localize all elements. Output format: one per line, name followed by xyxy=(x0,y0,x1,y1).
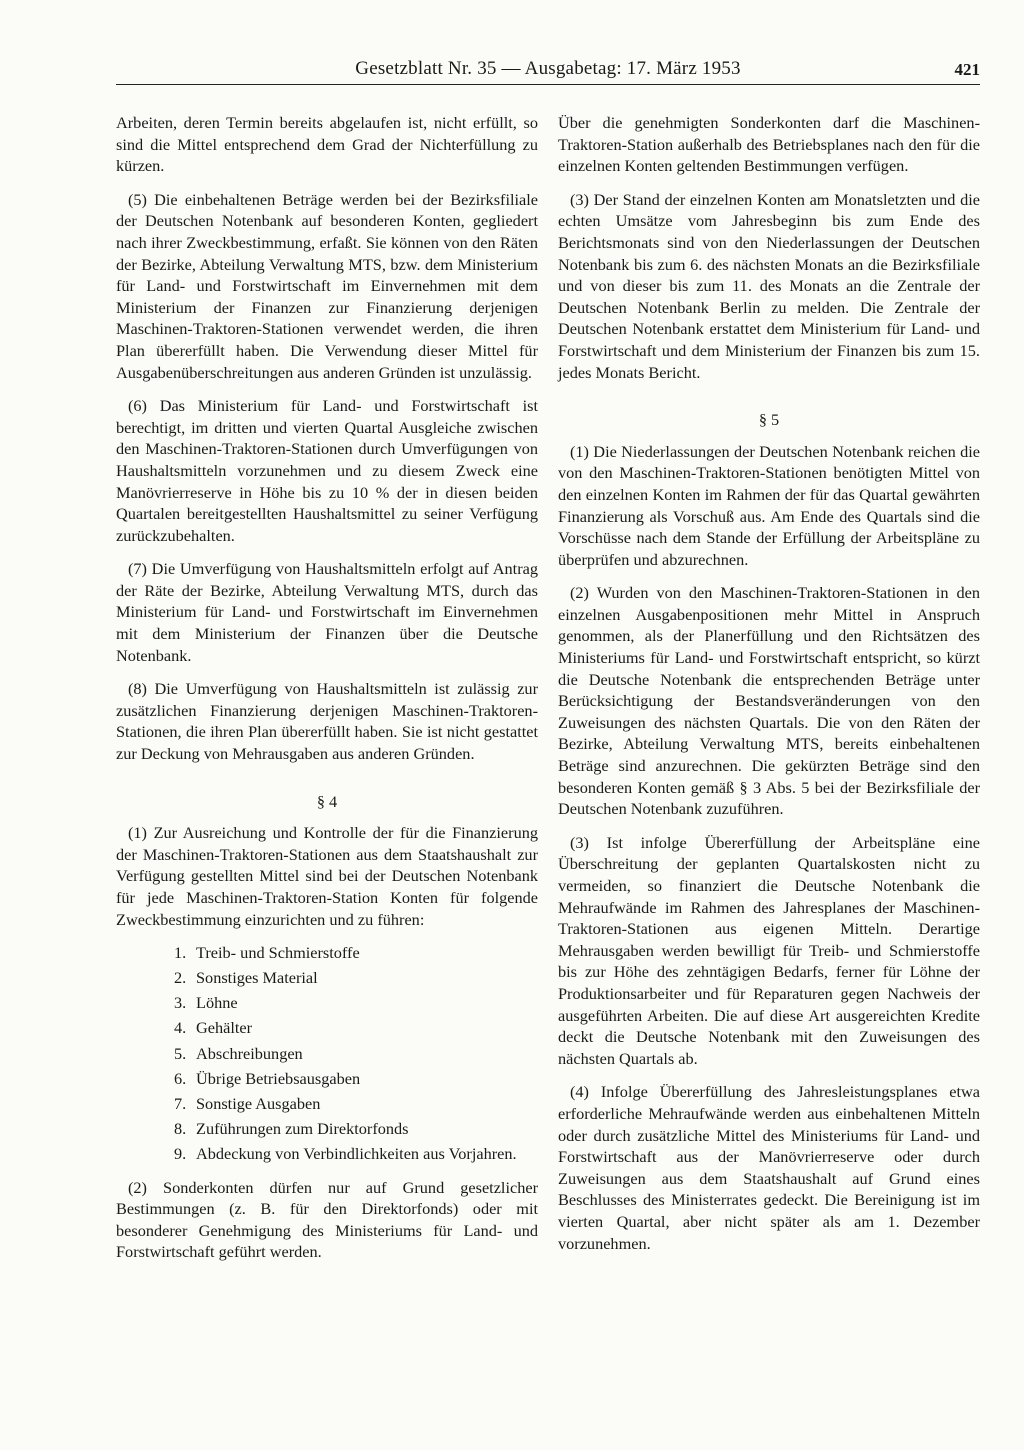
right-column xyxy=(558,112,980,1266)
list-item: 9. Abdeckung von Verbindlichkeiten aus Vorjahren. xyxy=(174,1143,517,1163)
paragraph-5-3: (3) Ist infolge Übererfüllung der Arbeitspläne eine Überschreitung der geplanten Quartalskosten nicht zu vermeiden, so finanziert die Deutsche Notenbank die Mehraufwände im Rahmen des Jahresplanes der Maschinen-Traktoren-Stationen aus eigenen Mitteln. Derartige Mehrausgaben werden bewilligt für Treib- und Schmierstoffe bis zur Höhe des zehntägigen Bedarfs, ferner für Löhne der Produktionsarbeiter und für Reparaturen gegen Nachweis der ausgeführten Arbeiten. Die auf diese Art ausgereichten Kredite deckt die Deutsche Notenbank mit den Zuweisungen des nächsten Quartals ab. xyxy=(558,832,980,1068)
paragraph-3-8: (8) Die Umverfügung von Haushaltsmitteln ist zulässig zur zusätzlichen Finanzierung derjenigen Maschinen-Traktoren-Stationen, die ihren Plan übererfüllt haben. Sie ist nicht gestattet zur Deckung von Mehrausgaben aus anderen Gründen. xyxy=(116,679,538,764)
paragraph-3-6: (6) Das Ministerium für Land- und Forstwirtschaft ist berechtigt, im dritten und vierten Quartal Ausgleiche zwischen den Maschinen-Traktoren-Stationen durch Umverfügungen von Haushaltsmitteln vorzunehmen und zu diesem Zweck eine Manövrierreserve in Höhe bis zu 10 % der in diesen beiden Quartalen bereitgestellten Haushaltsmittel zu seiner Verfügung zurückzubehalten. xyxy=(116,396,538,545)
paragraph-4-2: (2) Sonderkonten dürfen nur auf Grund gesetzlicher Bestimmungen (z. B. für den Direktorfonds) oder mit besonderer Genehmigung des Ministeriums für Land- und Forstwirtschaft geführt werden. xyxy=(116,1177,538,1262)
section-4-heading: § 4 xyxy=(316,791,338,811)
paragraph-5-1: (1) Die Niederlassungen der Deutschen Notenbank reichen die von den Maschinen-Traktoren-Stationen benötigten Mittel von den einzelnen Konten im Rahmen der für das Quartal gewährten Finanzierung als Vorschuß aus. Am Ende des Quartals sind die Vorschüsse nach dem Stande der Erfüllung der Arbeitspläne zu überprüfen und abzurechnen. xyxy=(558,441,980,569)
list-item: 6. Übrige Betriebsausgaben xyxy=(174,1068,361,1088)
paragraph-5-4: (4) Infolge Übererfüllung des Jahresleistungsplanes etwa erforderliche Mehraufwände werden aus einbehaltenen Mitteln oder durch zusätzliche Mittel des Ministeriums für Land- und Forstwirtschaft aus der Manövrierreserve oder durch Zuweisungen aus dem Staatshaushalt auf Grund eines Beschlusses des Ministerrates gedeckt. Die Bereinigung ist im vierten Quartal, aber nicht später als am 1. Dezember vorzunehmen. xyxy=(558,1082,980,1253)
list-item: 8. Zuführungen zum Direktorfonds xyxy=(174,1118,409,1138)
left-column xyxy=(116,112,538,1275)
list-item: 1. Treib- und Schmierstoffe xyxy=(174,943,360,963)
paragraph-continuation: Arbeiten, deren Termin bereits abgelaufen ist, nicht erfüllt, so sind die Mittel entsprechend dem Grad der Nichterfüllung zu kürzen. xyxy=(116,113,538,176)
paragraph-3-5: (5) Die einbehaltenen Beträge werden bei der Bezirksfiliale der Deutschen Notenbank auf besonderen Konten, gegliedert nach ihrer Zweckbestimmung, erfaßt. Sie können von den Räten der Bezirke, Abteilung Verwaltung MTS, bzw. dem Ministerium für Land- und Forstwirtschaft im Einvernehmen mit dem Ministerium der Finanzen zur Finanzierung derjenigen Maschinen-Traktoren-Stationen verwendet werden, die ihren Plan übererfüllt haben. Die Verwendung dieser Mittel für Ausgabenüberschreitungen aus anderen Gründen ist unzulässig. xyxy=(116,189,538,382)
account-purpose-list xyxy=(174,942,538,1164)
paragraph-continuation-right: Über die genehmigten Sonderkonten darf die Maschinen-Traktoren-Station außerhalb des Betriebsplanes nach den für die einzelnen Konten geltenden Bestimmungen verfügen. xyxy=(558,113,980,176)
paragraph-4-3: (3) Der Stand der einzelnen Konten am Monatsletzten und die echten Umsätze vom Jahresbeginn bis zum Ende des Berichtsmonats sind von den Niederlassungen der Deutschen Notenbank bis zum 6. des nächsten Monats an die Bezirksfiliale und von dieser bis zum 11. des Monats an die Zentrale der Deutschen Notenbank Berlin zu melden. Die Zentrale der Deutschen Notenbank erstattet dem Ministerium für Land- und Forstwirtschaft und dem Ministerium der Finanzen bis zum 15. jedes Monats Bericht. xyxy=(558,189,980,382)
paragraph-3-7: (7) Die Umverfügung von Haushaltsmitteln erfolgt auf Antrag der Räte der Bezirke, Abteilung Verwaltung MTS, durch das Ministerium für Land- und Forstwirtschaft im Einvernehmen mit dem Ministerium der Finanzen über die Deutsche Notenbank. xyxy=(116,559,538,665)
page-header xyxy=(116,58,980,85)
page-number: 421 xyxy=(954,60,980,79)
paragraph-5-2: (2) Wurden von den Maschinen-Traktoren-Stationen in den einzelnen Ausgabenpositionen mehr Mittel in Anspruch genommen, als der Planerfüllung und den Richtsätzen des Ministeriums für Land- und Forstwirtschaft entspricht, so kürzt die Deutsche Notenbank die entsprechenden Beträge unter Berücksichtigung der Bestandsveränderungen von den Zuweisungen des nächsten Quartals. Die von den Räten der Bezirke, Abteilung Verwaltung MTS, bereits einbehaltenen Beträge sind anzurechnen. Die gekürzten Beträge sind den besonderen Konten gemäß § 3 Abs. 5 bei der Bezirksfiliale der Deutschen Notenbank zuzuführen. xyxy=(558,583,980,819)
list-item: 5. Abschreibungen xyxy=(174,1043,303,1063)
list-item: 2. Sonstiges Material xyxy=(174,968,318,988)
list-item: 3. Löhne xyxy=(174,993,238,1013)
paragraph-4-1: (1) Zur Ausreichung und Kontrolle der für die Finanzierung der Maschinen-Traktoren-Stationen aus dem Staatshaushalt zur Verfügung gestellten Mittel sind bei der Deutschen Notenbank für jede Maschinen-Traktoren-Station Konten für folgende Zweckbestimmung einzurichten und zu führen: xyxy=(116,823,538,929)
list-item: 4. Gehälter xyxy=(174,1018,253,1038)
section-5-heading: § 5 xyxy=(758,410,780,430)
header-title: Gesetzblatt Nr. 35 — Ausgabetag: 17. März 1953 xyxy=(355,58,741,79)
list-item: 7. Sonstige Ausgaben xyxy=(174,1093,321,1113)
